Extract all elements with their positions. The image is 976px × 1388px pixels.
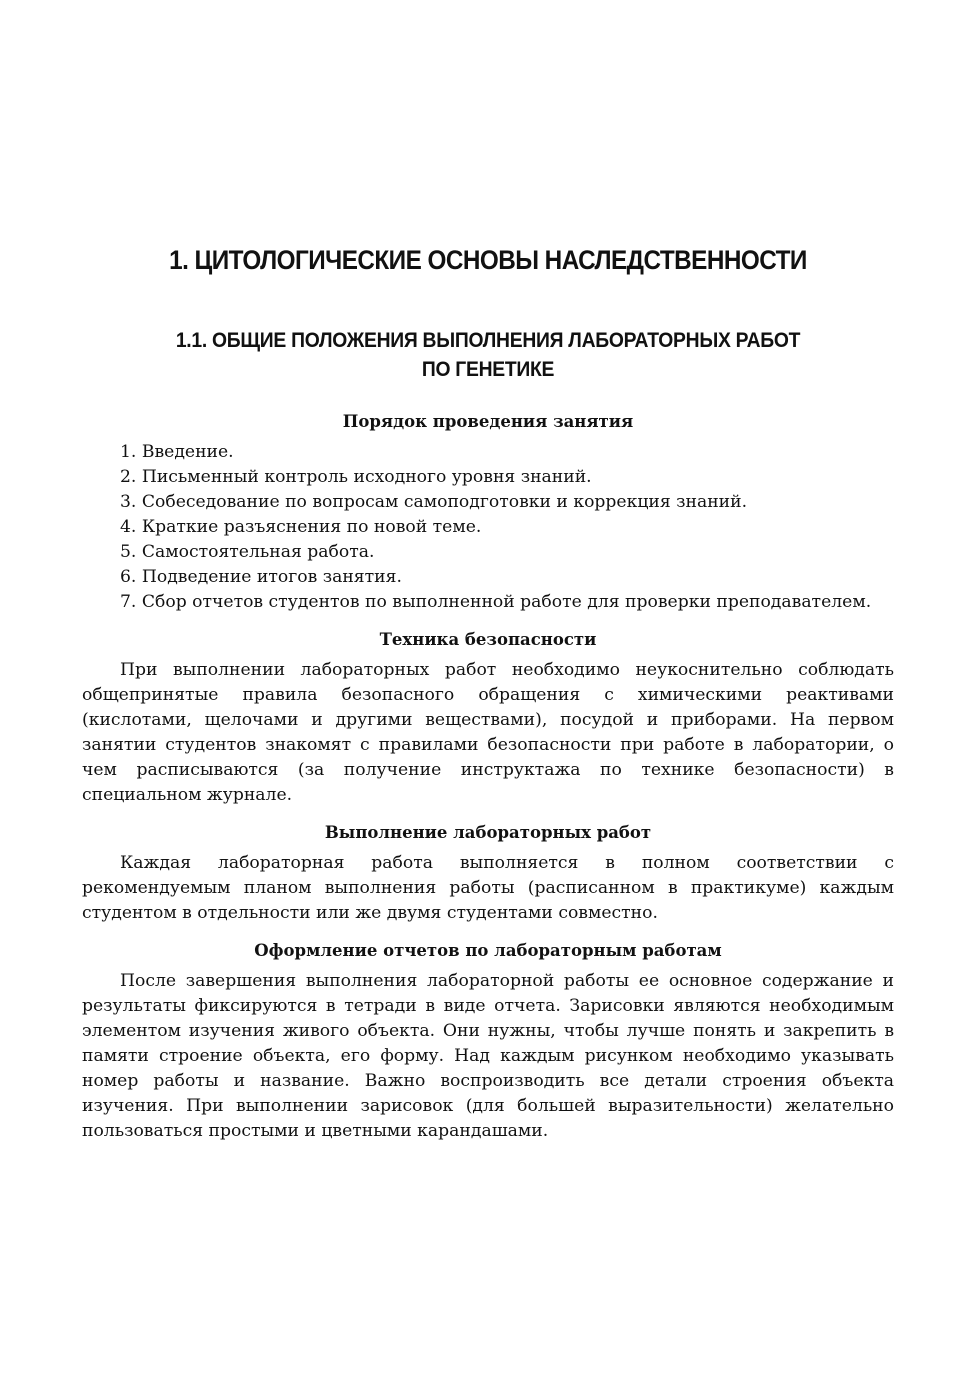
section-title <box>114 326 861 384</box>
execution-paragraph: Каждая лабораторная работа выполняется в полном соответствии с рекомендуемым планом выполнения работы (расписанном в практикуме) каждым студентом в отдельности или же двумя студентами совместно. <box>82 853 894 923</box>
procedure-item: 5. Самостоятельная работа. <box>120 542 375 562</box>
procedure-list <box>82 440 894 615</box>
procedure-item: 3. Собеседование по вопросам самоподготовки и коррекция знаний. <box>120 492 748 512</box>
section-title-line-1: 1.1. ОБЩИЕ ПОЛОЖЕНИЯ ВЫПОЛНЕНИЯ ЛАБОРАТОРНЫХ РАБОТ <box>175 329 801 352</box>
procedure-heading: Порядок проведения занятия <box>342 412 634 431</box>
document-body <box>82 409 894 1144</box>
section-title-line-2: ПО ГЕНЕТИКЕ <box>421 358 555 381</box>
reports-paragraph: После завершения выполнения лабораторной работы ее основное содержание и результаты фиксируются в тетради в виде отчета. Зарисовки являются необходимым элементом изучения живого объекта. Они нужны, чтобы лучше понять и закрепить в памяти строение объекта, его форму. Над каждым рисунком необходимо указывать номер работы и название. Важно воспроизводить все детали строения объекта изучения. При выполнении зарисовок (для большей выразительности) желательно пользоваться простыми и цветными карандашами. <box>82 971 894 1141</box>
procedure-item: 6. Подведение итогов занятия. <box>120 567 402 587</box>
procedure-item: 2. Письменный контроль исходного уровня знаний. <box>120 467 592 487</box>
safety-paragraph: При выполнении лабораторных работ необходимо неукоснительно соблюдать общепринятые правила безопасного обращения с химическими реактивами (кислотами, щелочами и другими веществами), посудой и приборами. На первом занятии студентов знакомят с правилами безопасности при работе в лаборатории, о чем расписываются (за получение инструктажа по технике безопасности) в специальном журнале. <box>82 660 894 805</box>
execution-heading: Выполнение лабораторных работ <box>324 823 652 842</box>
safety-heading: Техника безопасности <box>379 630 597 649</box>
reports-heading: Оформление отчетов по лабораторным работам <box>254 941 722 960</box>
procedure-item: 4. Краткие разъяснения по новой теме. <box>120 517 482 537</box>
chapter-title: 1. ЦИТОЛОГИЧЕСКИЕ ОСНОВЫ НАСЛЕДСТВЕННОСТИ <box>169 245 807 275</box>
procedure-item: 7. Сбор отчетов студентов по выполненной работе для проверки преподавателем. <box>120 592 872 612</box>
procedure-item: 1. Введение. <box>120 442 234 462</box>
